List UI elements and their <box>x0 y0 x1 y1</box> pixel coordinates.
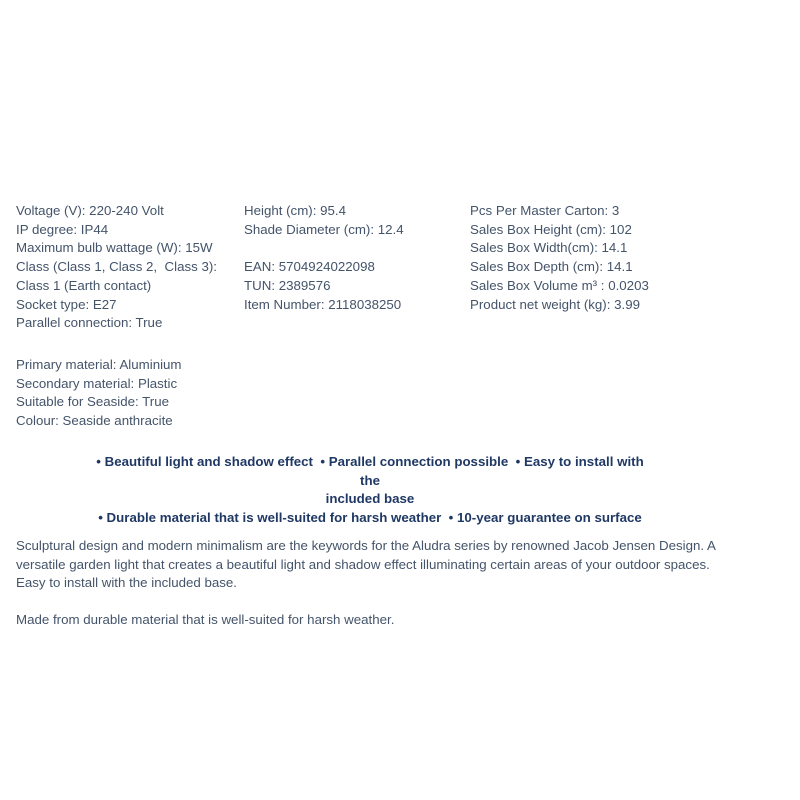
spec-column-dimensions-identifiers <box>244 202 459 314</box>
spec-line-pcs-per-carton: Pcs Per Master Carton: 3 <box>470 203 620 218</box>
spec-line-salesbox-width: Sales Box Width(cm): 14.1 <box>470 240 628 256</box>
highlight-bullets <box>90 453 650 528</box>
description-paragraph-2: Made from durable material that is well-suited for harsh weather. <box>16 612 395 627</box>
spec-line-height: Height (cm): 95.4 <box>244 203 346 218</box>
spec-line-salesbox-depth: Sales Box Depth (cm): 14.1 <box>470 259 633 275</box>
highlight-line-2: included base <box>325 491 415 507</box>
spec-column-materials <box>16 356 256 431</box>
spec-line-salesbox-volume: Sales Box Volume m³ : 0.0203 <box>470 277 649 293</box>
spec-line-shade-diameter: Shade Diameter (cm): 12.4 <box>244 221 404 237</box>
spec-column-logistics <box>470 202 750 314</box>
description-paragraph-1: Sculptural design and modern minimalism are the keywords for the Aludra series by renowned Jacob Jensen Design. A versatile garden light that creates a beautiful light and shadow effect illuminating certain areas of your outdoor spaces. Easy to install with the included base. <box>16 538 719 591</box>
highlight-line-1: • Beautiful light and shadow effect • Parallel connection possible • Easy to install with the <box>96 454 648 488</box>
spec-line-socket-type: Socket type: E27 <box>16 296 117 312</box>
spec-line-colour: Colour: Seaside anthracite <box>16 413 173 429</box>
spec-line-secondary-material: Secondary material: Plastic <box>16 375 178 391</box>
spec-line-item-number: Item Number: 2118038250 <box>244 296 402 312</box>
spec-line-ean: EAN: 5704924022098 <box>244 259 375 275</box>
spec-line-ip-degree: IP degree: IP44 <box>16 221 109 237</box>
highlight-line-3: • Durable material that is well-suited for harsh weather • 10-year guarantee on surface <box>98 510 642 526</box>
spec-line-class-value: Class 1 (Earth contact) <box>16 277 152 293</box>
spec-line-net-weight: Product net weight (kg): 3.99 <box>470 296 640 312</box>
spec-column-electrical <box>16 202 241 333</box>
spec-line-salesbox-height: Sales Box Height (cm): 102 <box>470 221 632 237</box>
spec-line-suitable-seaside: Suitable for Seaside: True <box>16 394 170 410</box>
spec-line-parallel-connection: Parallel connection: True <box>16 315 163 331</box>
spec-line-class-label: Class (Class 1, Class 2, Class 3): <box>16 259 217 275</box>
spec-line-tun: TUN: 2389576 <box>244 277 331 293</box>
blank-line <box>244 239 459 258</box>
spec-line-max-wattage: Maximum bulb wattage (W): 15W <box>16 240 213 256</box>
spec-line-primary-material: Primary material: Aluminium <box>16 357 182 372</box>
spec-line-voltage: Voltage (V): 220-240 Volt <box>16 203 164 218</box>
